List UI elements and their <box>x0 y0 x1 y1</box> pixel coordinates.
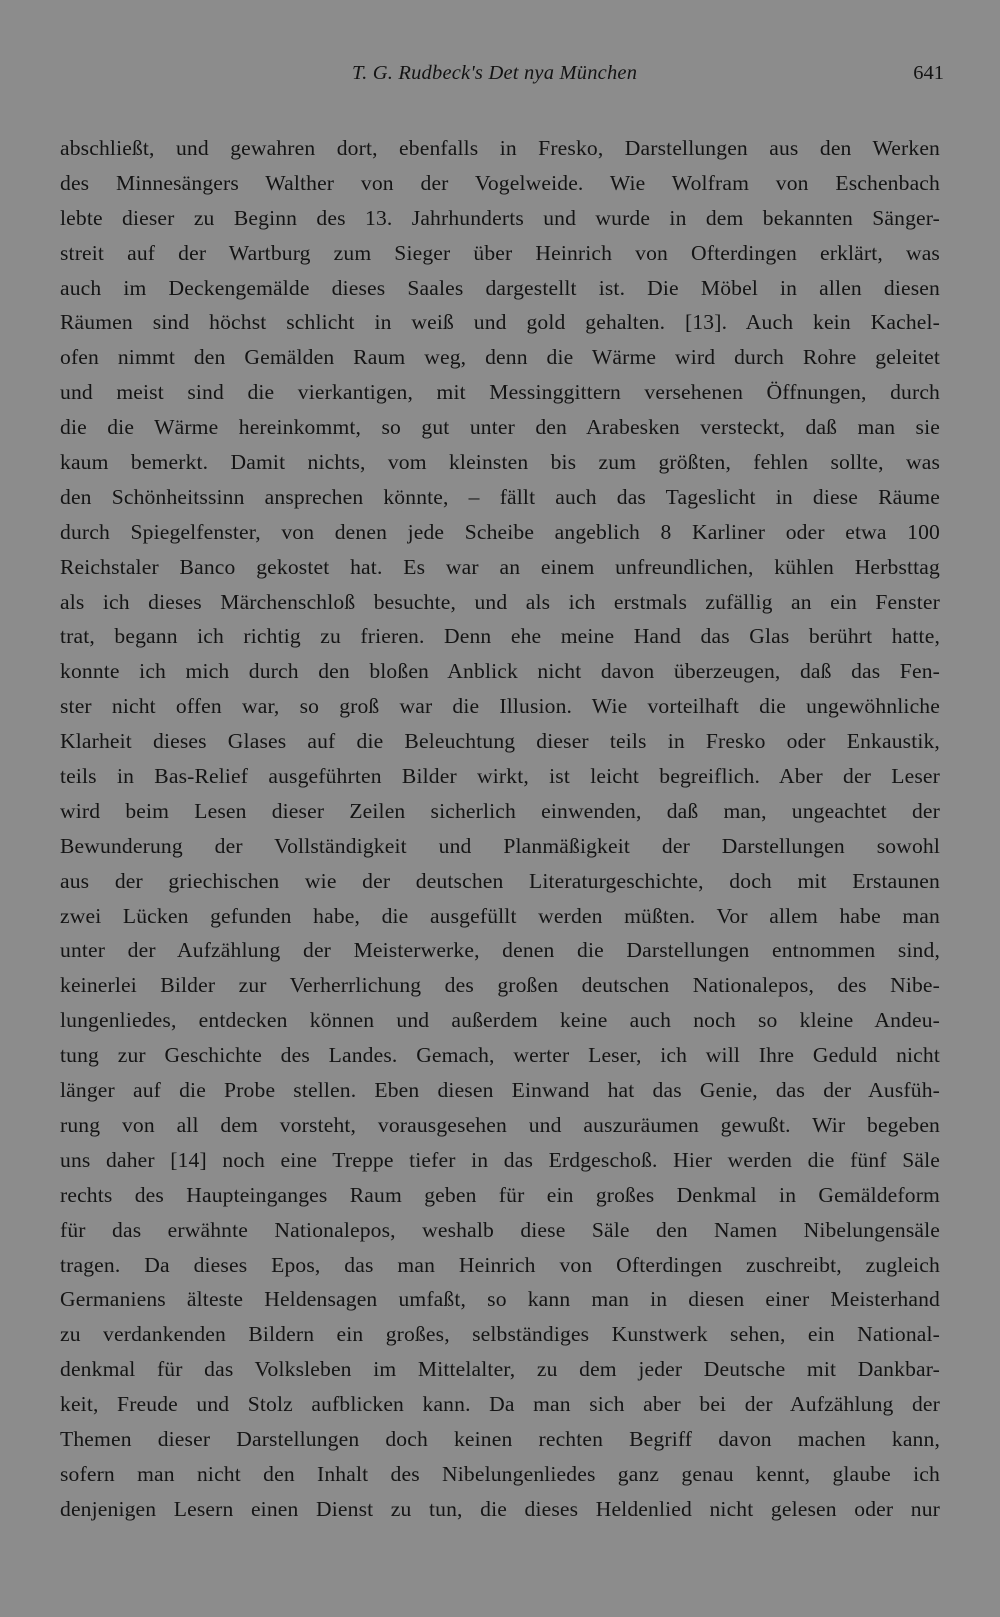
text-line: lungenliedes, entdecken können und außerdem keine auch noch so kleine Andeu- <box>60 1008 940 1033</box>
text-line: denkmal für das Volksleben im Mittelalter, zu dem jeder Deutsche mit Dankbar- <box>60 1357 940 1382</box>
text-line: Germaniens älteste Heldensagen umfaßt, so kann man in diesen einer Meisterhand <box>60 1287 940 1312</box>
text-line: rechts des Haupteinganges Raum geben für ein großes Denkmal in Gemäldeform <box>60 1182 940 1207</box>
text-line: die die Wärme hereinkommt, so gut unter den Arabesken versteckt, daß man sie <box>60 415 940 440</box>
text-line: Bewunderung der Vollständigkeit und Planmäßigkeit der Darstellungen sowohl <box>60 833 940 858</box>
text-line: tung zur Geschichte des Landes. Gemach, werter Leser, ich will Ihre Geduld nicht <box>60 1043 940 1068</box>
text-line: Themen dieser Darstellungen doch keinen rechten Begriff davon machen kann, <box>60 1426 940 1451</box>
text-line: Reichstaler Banco gekostet hat. Es war an einem unfreundlichen, kühlen Herbsttag <box>60 554 940 579</box>
text-line: streit auf der Wartburg zum Sieger über Heinrich von Ofterdingen erklärt, was <box>60 240 940 265</box>
text-line: lebte dieser zu Beginn des 13. Jahrhunderts und wurde in dem bekannten Sänger- <box>60 205 940 230</box>
running-title: T. G. Rudbeck's Det nya München <box>352 62 638 84</box>
text-line: Klarheit dieses Glases auf die Beleuchtung dieser teils in Fresko oder Enkaustik, <box>60 729 940 754</box>
text-line: teils in Bas-Relief ausgeführten Bilder wirkt, ist leicht begreiflich. Aber der Leser <box>60 764 940 789</box>
text-line: rung von all dem vorsteht, vorausgesehen und auszuräumen gewußt. Wir begeben <box>60 1112 940 1137</box>
text-line: abschließt, und gewahren dort, ebenfalls in Fresko, Darstellungen aus den Werken <box>60 136 940 160</box>
text-line: keinerlei Bilder zur Verherrlichung des großen deutschen Nationalepos, des Nibe- <box>60 973 940 998</box>
text-line: ofen nimmt den Gemälden Raum weg, denn die Wärme wird durch Rohre geleitet <box>60 345 940 370</box>
text-line: kaum bemerkt. Damit nichts, vom kleinsten bis zum größten, fehlen sollte, was <box>60 450 940 475</box>
text-line: durch Spiegelfenster, von denen jede Scheibe angeblich 8 Karliner oder etwa 100 <box>60 519 940 544</box>
text-line: ster nicht offen war, so groß war die Illusion. Wie vorteilhaft die ungewöhnliche <box>60 694 940 719</box>
text-line: für das erwähnte Nationalepos, weshalb diese Säle den Namen Nibelungensäle <box>60 1217 940 1242</box>
text-line: auch im Deckengemälde dieses Saales dargestellt ist. Die Möbel in allen diesen <box>60 275 940 300</box>
page-header <box>0 62 1000 94</box>
text-line: und meist sind die vierkantigen, mit Messinggittern versehenen Öffnungen, durch <box>60 380 940 405</box>
text-line: denjenigen Lesern einen Dienst zu tun, die dieses Heldenlied nicht gelesen oder nur <box>60 1496 940 1521</box>
page-number: 641 <box>913 62 944 84</box>
text-line: zu verdankenden Bildern ein großes, selbständiges Kunstwerk sehen, ein National- <box>60 1322 940 1347</box>
text-line: sofern man nicht den Inhalt des Nibelungenliedes ganz genau kennt, glaube ich <box>60 1461 940 1486</box>
text-line: unter der Aufzählung der Meisterwerke, denen die Darstellungen entnommen sind, <box>60 938 940 963</box>
text-line: aus der griechischen wie der deutschen Literaturgeschichte, doch mit Erstaunen <box>60 868 940 893</box>
body-text <box>60 131 940 1527</box>
text-line: uns daher [14] noch eine Treppe tiefer in das Erdgeschoß. Hier werden die fünf Säle <box>60 1147 940 1172</box>
text-line: des Minnesängers Walther von der Vogelweide. Wie Wolfram von Eschenbach <box>60 170 940 195</box>
text-line: trat, begann ich richtig zu frieren. Denn ehe meine Hand das Glas berührt hatte, <box>60 624 940 649</box>
text-line: Räumen sind höchst schlicht in weiß und gold gehalten. [13]. Auch kein Kachel- <box>60 310 940 335</box>
text-line: zwei Lücken gefunden habe, die ausgefüllt werden müßten. Vor allem habe man <box>60 903 940 928</box>
text-line: konnte ich mich durch den bloßen Anblick nicht davon überzeugen, daß das Fen- <box>60 659 940 684</box>
text-line: wird beim Lesen dieser Zeilen sicherlich einwenden, daß man, ungeachtet der <box>60 798 940 823</box>
text-line: als ich dieses Märchenschloß besuchte, und als ich erstmals zufällig an ein Fenster <box>60 589 940 614</box>
text-line: tragen. Da dieses Epos, das man Heinrich von Ofterdingen zuschreibt, zugleich <box>60 1252 940 1277</box>
text-line: länger auf die Probe stellen. Eben diesen Einwand hat das Genie, das der Ausfüh- <box>60 1078 940 1103</box>
text-line: den Schönheitssinn ansprechen könnte, – fällt auch das Tageslicht in diese Räume <box>60 484 940 509</box>
text-line: keit, Freude und Stolz aufblicken kann. Da man sich aber bei der Aufzählung der <box>60 1392 940 1417</box>
